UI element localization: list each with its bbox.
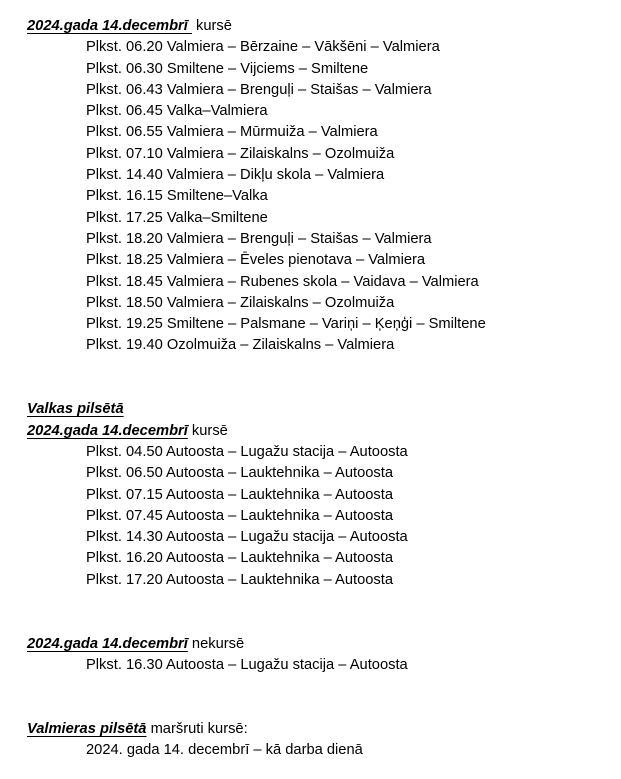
schedule-section: [27, 16, 613, 357]
schedule-item: Plkst. 17.25 Valka–Smiltene: [86, 209, 268, 226]
heading-underlined-text: 2024.gada 14.decembrī: [27, 422, 188, 439]
schedule-item: Plkst. 14.40 Valmiera – Dikļu skola – Valmiera: [86, 167, 385, 184]
heading-underlined-text: Valmieras pilsētā: [27, 720, 147, 737]
schedule-item: Plkst. 04.50 Autoosta – Lugažu stacija – Autoosta: [86, 443, 408, 460]
schedule-item: Plkst. 06.50 Autoosta – Lauktehnika – Autoosta: [86, 465, 394, 482]
heading-plain-text: kursē: [187, 422, 228, 439]
schedule-item: Plkst. 06.20 Valmiera – Bērzaine – Vākšēni – Valmiera: [86, 39, 440, 56]
schedule-sections: [27, 16, 613, 761]
schedule-item: Plkst. 17.20 Autoosta – Lauktehnika – Autoosta: [86, 571, 394, 588]
schedule-item: Plkst. 18.20 Valmiera – Brenguļi – Staišas – Valmiera: [86, 230, 432, 247]
heading-plain-text: nekursē: [187, 635, 245, 652]
heading-underlined-text: 2024.gada 14.decembrī: [27, 18, 192, 34]
section-heading: [27, 634, 613, 655]
schedule-item: Plkst. 07.45 Autoosta – Lauktehnika – Autoosta: [86, 507, 394, 524]
schedule-item: Plkst. 19.25 Smiltene – Palsmane – Variņi – Ķeņģi – Smiltene: [86, 316, 486, 333]
schedule-item: Plkst. 07.10 Valmiera – Zilaiskalns – Ozolmuiža: [86, 145, 395, 162]
heading-underlined-text: Valkas pilsētā: [27, 401, 124, 418]
schedule-item: Plkst. 19.40 Ozolmuiža – Zilaiskalns – Valmiera: [86, 337, 395, 354]
schedule-item: 2024. gada 14. decembrī – kā darba dienā: [86, 742, 363, 759]
schedule-section: [27, 634, 613, 677]
schedule-item: Plkst. 07.15 Autoosta – Lauktehnika – Autoosta: [86, 486, 394, 503]
schedule-item: Plkst. 06.43 Valmiera – Brenguļi – Staišas – Valmiera: [86, 81, 432, 98]
section-heading: [27, 421, 613, 442]
schedule-item: Plkst. 06.45 Valka–Valmiera: [86, 103, 268, 120]
schedule-item: Plkst. 18.25 Valmiera – Ēveles pienotava – Valmiera: [86, 252, 426, 269]
heading-plain-text: kursē: [191, 18, 232, 34]
schedule-item: Plkst. 16.15 Smiltene–Valka: [86, 188, 268, 205]
schedule-section: [27, 399, 613, 591]
schedule-item: Plkst. 18.50 Valmiera – Zilaiskalns – Ozolmuiža: [86, 294, 395, 311]
schedule-item: Plkst. 16.20 Autoosta – Lauktehnika – Autoosta: [86, 550, 394, 567]
section-heading: [27, 399, 613, 420]
schedule-item: Plkst. 16.30 Autoosta – Lugažu stacija – Autoosta: [86, 656, 408, 673]
heading-underlined-text: 2024.gada 14.decembrī: [27, 635, 188, 652]
schedule-item: Plkst. 06.55 Valmiera – Mūrmuiža – Valmiera: [86, 124, 378, 141]
schedule-item: Plkst. 14.30 Autoosta – Lugažu stacija – Autoosta: [86, 529, 408, 546]
schedule-item: Plkst. 18.45 Valmiera – Rubenes skola – Vaidava – Valmiera: [86, 273, 479, 290]
section-heading: [27, 16, 613, 37]
schedule-item: Plkst. 06.30 Smiltene – Vijciems – Smiltene: [86, 60, 369, 77]
section-heading: [27, 719, 613, 740]
schedule-section: [27, 719, 613, 762]
heading-plain-text: maršruti kursē:: [146, 720, 248, 737]
